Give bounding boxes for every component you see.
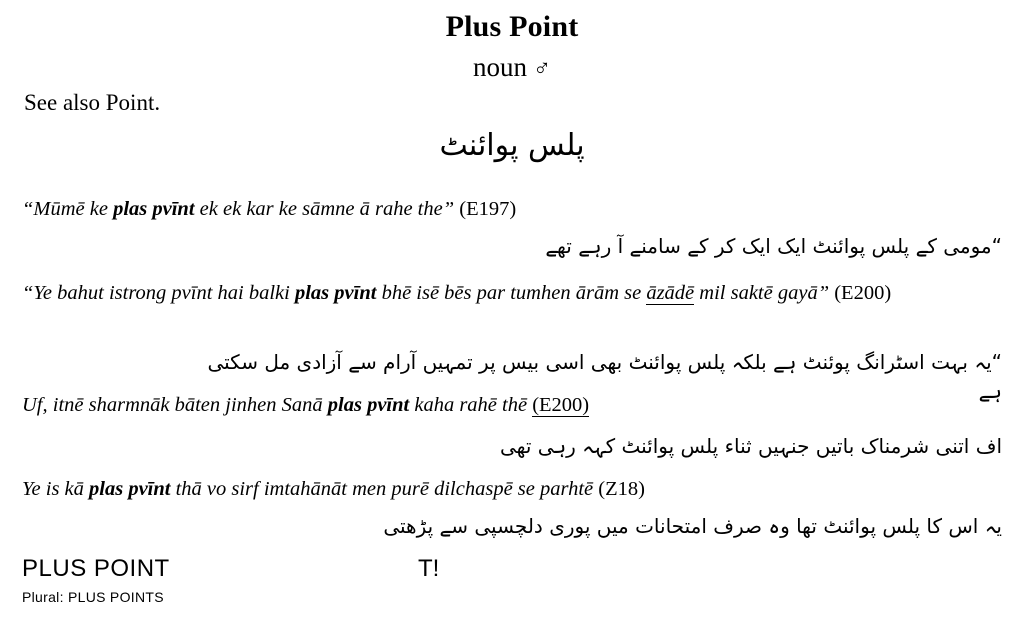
example-keyword: plas pvīnt (327, 394, 410, 416)
part-of-speech: noun (473, 52, 527, 82)
example-urdu-4: یہ اس کا پلس پوائنٹ تھا وہ صرف امتحانات میں پوری دلچسپی سے پڑھتی (383, 514, 1002, 538)
example-text: “Ye bahut istrong pvīnt hai balki (22, 282, 295, 304)
example-text: thā vo sirf imtahānāt men purē dilchaspē se parhtē (170, 478, 594, 500)
example-urdu-3: اف اتنی شرمناک باتیں جنہیں ثناء پلس پوائنٹ کہہ رہی تھی (499, 434, 1002, 458)
example-reference: (E200) (532, 394, 590, 416)
example-keyword: plas pvīnt (294, 282, 377, 304)
gender-symbol-icon: ♂ (533, 56, 551, 82)
example-text: “Mūmē ke (22, 198, 114, 220)
footer-mark: T! (418, 555, 440, 582)
example-roman-4 (22, 476, 962, 503)
example-roman-1 (22, 196, 742, 223)
example-roman-3 (22, 392, 962, 419)
footer-term: PLUS POINT (22, 555, 170, 582)
example-reference: (Z18) (598, 478, 645, 500)
page-title: Plus Point (445, 10, 579, 43)
example-text: Uf, itnē sharmnāk bāten jinhen Sanā (22, 394, 328, 416)
example-urdu-2: “یہ بہت اسٹرانگ پوئنٹ ہے بلکہ پلس پوائنٹ بھی اسی بیس پر تمہیں آرام سے آزادی مل سکتی ہے (207, 350, 1002, 403)
example-text: mil saktē gayā” (694, 282, 830, 304)
example-underlined-word: āzādē (646, 282, 695, 304)
example-keyword: plas pvīnt (113, 198, 195, 220)
example-reference: (E200) (834, 282, 892, 304)
footer-plural: Plural: PLUS POINTS (22, 589, 164, 605)
example-text: ek ek kar ke sāmne ā rahe the” (194, 198, 455, 220)
example-text: kaha rahē thē (409, 394, 533, 416)
example-keyword: plas pvīnt (89, 478, 171, 500)
cross-reference: See also Point. (24, 90, 161, 115)
example-text: bhē isē bēs par tumhen ārām se (376, 282, 647, 304)
example-roman-2 (22, 280, 962, 307)
urdu-headword: پلس پوائنٹ (439, 128, 585, 163)
example-urdu-1: “مومی کے پلس پوائنٹ ایک ایک کر کے سامنے آ رہے تھے (545, 234, 1002, 258)
part-of-speech-line (0, 52, 1024, 83)
example-text: Ye is kā (22, 478, 90, 500)
example-reference: (E197) (459, 198, 517, 220)
